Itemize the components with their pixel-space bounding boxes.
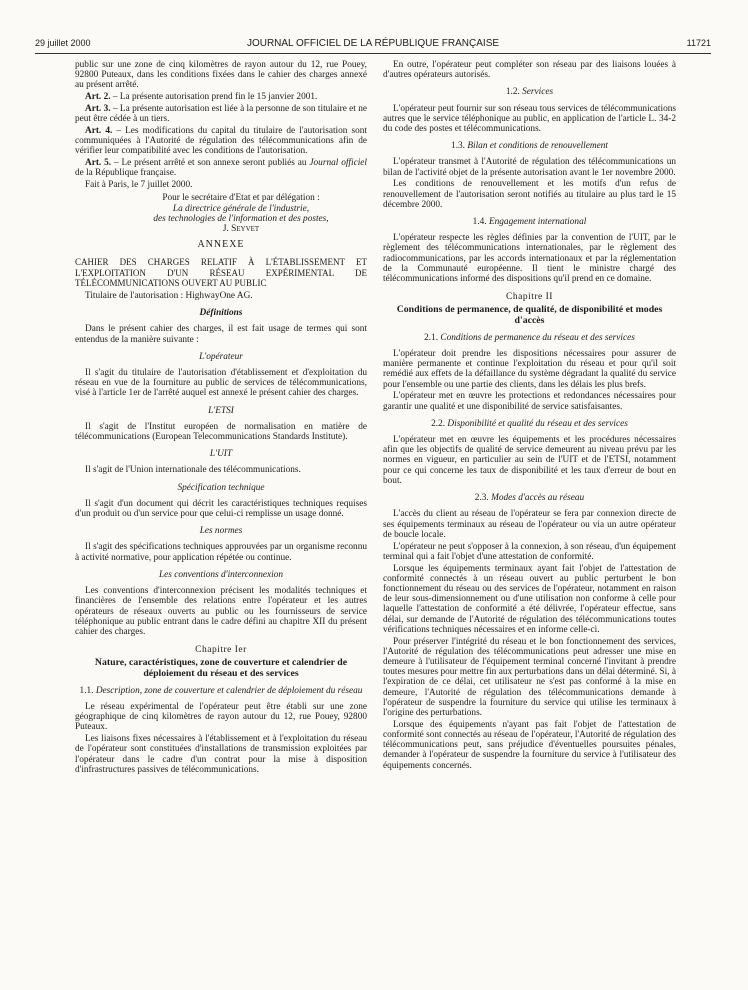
section-title: Engagement international bbox=[488, 217, 587, 228]
paragraph: L'accès du client au réseau de l'opérateur se fera par connexion directe de ses équipements terminaux au réseau de l'opérateur ou via un autre opérateur de boucle locale. bbox=[383, 509, 676, 540]
right-column bbox=[383, 60, 676, 772]
paragraph: L'opérateur transmet à l'Autorité de régulation des télécommunications un bilan de l'activité objet de la présente autorisation avant le 1er novembre 2000. bbox=[383, 157, 676, 178]
section-number: 1.3. bbox=[451, 141, 465, 152]
article-5 bbox=[75, 158, 367, 178]
section-title: Modes d'accès au réseau bbox=[491, 493, 585, 504]
chapter-heading: Chapitre Ier bbox=[195, 645, 247, 656]
paragraph: Le réseau expérimental de l'opérateur peut être établi sur une zone géographique de cinq kilomètres de rayon autour du 12, rue Pouey, 92800 Puteaux. bbox=[75, 701, 367, 733]
article-label: Art. 3. bbox=[85, 104, 111, 114]
article-text: – La présente autorisation est liée à la personne de son titulaire et ne peut être cédée à un tiers. bbox=[75, 104, 368, 125]
paragraph: Il s'agit des spécifications techniques approuvées par un organisme reconnu à activité normative, pour application répétée ou continue. bbox=[75, 542, 367, 563]
article-text: – Le présent arrêté et son annexe seront publiés au bbox=[111, 158, 310, 169]
article-text: – Les modifications du capital du titulaire de l'autorisation sont communiquées à l'Autorité de régulation des télécommunications afin de vérifier leur compatibilité avec les conditions de l'autorisation. bbox=[75, 126, 367, 157]
paragraph: Il s'agit de l'Union internationale des télécommunications. bbox=[85, 465, 301, 476]
section-heading bbox=[383, 141, 676, 151]
left-column bbox=[75, 60, 367, 777]
paragraph: Il s'agit de l'Institut européen de normalisation en matière de télécommunications (European Telecommunications Standards Institute). bbox=[75, 421, 367, 443]
chapter-title: Conditions de permanence, de qualité, de disponibilité et modes d'accès bbox=[396, 304, 663, 326]
section-title: Bilan et conditions de renouvellement bbox=[467, 141, 608, 152]
paragraph: L'opérateur met en œuvre les équipements et les procédures nécessaires afin que les objectifs de qualité de service demeurent au niveau prévu par les normes en vigueur, en particulier au sein de l'UIT et de l'ETSI, notamment pour ce qui concerne les taux de disponibilité et les taux d'erreur de bout en bout. bbox=[383, 435, 676, 486]
section-title: Disponibilité et qualité du réseau et des services bbox=[447, 418, 628, 429]
paragraph: Il s'agit d'un document qui décrit les caractéristiques techniques requises d'un produit ou d'un service pour que celui-ci remplisse un usage donné. bbox=[75, 498, 367, 520]
article-label: Art. 5. bbox=[85, 158, 112, 169]
header-date: 29 juillet 2000 bbox=[35, 38, 91, 48]
paragraph: Dans le présent cahier des charges, il est fait usage de termes qui sont entendus de la manière suivante : bbox=[75, 324, 367, 345]
paragraph: Les liaisons fixes nécessaires à l'établissement et à l'exploitation du réseau de l'opérateur sont constituées d'installations de transmission exploitées par l'opérateur dans le cadre d'un contrat pour la mise à disposition d'infrastructures passives de télécommunications. bbox=[75, 734, 367, 775]
article-4 bbox=[75, 126, 367, 157]
definition-heading: L'UIT bbox=[209, 449, 233, 460]
article-text: de la République française. bbox=[75, 168, 177, 179]
paragraph: L'opérateur met en œuvre les protections et redondances nécessaires pour garantir une qualité et une disponibilité de service satisfaisantes. bbox=[383, 391, 676, 412]
cahier-title: CAHIER DES CHARGES RELATIF À L'ÉTABLISSEMENT ET L'EXPLOITATION D'UN RÉSEAU EXPÉRIMENTAL DE TÉLÉCOMMUNICATIONS OUVERT AU PUBLIC bbox=[75, 257, 367, 288]
section-title: Services bbox=[522, 87, 554, 98]
section-heading bbox=[75, 686, 367, 696]
paragraph: L'opérateur peut fournir sur son réseau tous services de télécommunications autres que le service téléphonique au public, en application de l'article L. 34-2 du code des postes et télécommunications. bbox=[383, 103, 676, 135]
signature-title: La directrice générale de l'industrie, bbox=[172, 203, 310, 214]
definition-heading: Les conventions d'interconnexion bbox=[158, 569, 284, 580]
paragraph: Il s'agit du titulaire de l'autorisation d'établissement et d'exploitation du réseau en vue de la fourniture au public de services de télécommunications, visé à l'article 1er de l'arrêté auquel est annexé le présent cahier des charges. bbox=[75, 368, 367, 399]
annexe-heading: ANNEXE bbox=[197, 239, 245, 251]
section-heading bbox=[383, 87, 676, 97]
article-3 bbox=[75, 104, 367, 124]
section-heading bbox=[383, 333, 676, 343]
section-number: 2.2. bbox=[431, 418, 446, 429]
journal-title: JOURNAL OFFICIEL DE LA RÉPUBLIQUE FRANÇAISE bbox=[246, 38, 500, 49]
definitions-heading: Définitions bbox=[199, 308, 243, 319]
definition-heading: L'opérateur bbox=[199, 351, 243, 362]
definition-heading: Les normes bbox=[199, 526, 243, 537]
page-number: 11721 bbox=[686, 38, 711, 48]
paragraph: Les conditions de renouvellement et les motifs d'un refus de renouvellement de l'autorisation seront notifiés au titulaire au plus tard le 15 décembre 2000. bbox=[383, 179, 676, 210]
definition-heading: L'ETSI bbox=[208, 405, 234, 416]
signature-line: Pour le secrétaire d'Etat et par délégation : bbox=[162, 193, 320, 204]
paragraph: En outre, l'opérateur peut compléter son réseau par des liaisons louées à d'autres opérateurs autorisés. bbox=[383, 60, 676, 81]
section-number: 1.4. bbox=[472, 217, 487, 228]
section-number: 1.1. bbox=[79, 685, 94, 696]
section-heading bbox=[383, 419, 676, 429]
signature-title: des technologies de l'information et des postes, bbox=[153, 213, 329, 224]
signature-block bbox=[75, 193, 367, 234]
chapter-heading: Chapitre II bbox=[506, 292, 553, 303]
paragraph: Lorsque les équipements terminaux ayant fait l'objet de l'attestation de conformité connectés à un réseau ouvert au public perturbent le bon fonctionnement du réseau ou des services de l'opérateur, notamment en raison de leur sous-dimensionnement ou d'une utilisation non conforme à celle pour laquelle l'attestation de conformité a été délivrée, l'opérateur effectue, sans délai, sur demande de l'Autorité de régulation des télécommunications toutes vérifications techniques nécessaires et en informe celle-ci. bbox=[383, 563, 676, 635]
article-2 bbox=[75, 92, 367, 102]
definition-heading: Spécification technique bbox=[177, 482, 265, 493]
section-number: 2.3. bbox=[474, 493, 489, 504]
article-label: Art. 4. bbox=[85, 126, 113, 136]
section-number: 2.1. bbox=[424, 332, 439, 343]
section-number: 1.2. bbox=[505, 87, 520, 98]
fait-a-paris: Fait à Paris, le 7 juillet 2000. bbox=[85, 180, 193, 191]
paragraph: Lorsque des équipements n'ayant pas fait l'objet de l'attestation de conformité sont connectés au réseau de l'opérateur, l'Autorité de régulation des télécommunications peut, sans préjudice d'éventuelles poursuites pénales, demander à l'opérateur de suspendre la fourniture du service à l'utilisateur des équipements concernés. bbox=[383, 719, 676, 771]
paragraph: L'opérateur doit prendre les dispositions nécessaires pour assurer de manière permanente et continue l'exploitation du réseau et pour qu'il soit remédié aux effets de la défaillance du système dégradant la qualité du service pour l'ensemble ou une partie des clients, dans les délais les plus brefs. bbox=[383, 349, 676, 390]
paragraph: Pour préserver l'intégrité du réseau et le bon fonctionnement des services, l'Autorité de régulation des télécommunications peut adresser une mise en demeure à l'utilisateur de l'équipement terminal concerné l'invitant à prendre toutes mesures pour mettre fin aux perturbations dans un délai déterminé. Si, à l'expiration de ce délai, cet utilisateur ne s'est pas conformé à la mise en demeure, l'Autorité de régulation des télécommunications demande à l'opérateur de suspendre la fourniture du service qui utilise les terminaux à l'origine des perturbations. bbox=[383, 636, 676, 718]
section-heading bbox=[383, 493, 676, 503]
paragraph: Les conventions d'interconnexion précisent les modalités techniques et financières de l'ensemble des relations entre l'opérateur et les autres opérateurs de réseaux ouverts au public ou les fournisseurs de service téléphonique au public entrant dans le cadre défini au chapitre XII du présent cahier des charges. bbox=[75, 586, 367, 637]
section-heading bbox=[383, 217, 676, 227]
section-title: Description, zone de couverture et calendrier de déploiement du réseau bbox=[95, 685, 363, 696]
signatory-name: J. Seyvet bbox=[222, 224, 260, 235]
page-header bbox=[35, 38, 711, 52]
journal-officiel-ref: Journal officiel bbox=[309, 158, 368, 169]
chapter-title: Nature, caractéristiques, zone de couverture et calendrier de déploiement du réseau et des services bbox=[94, 657, 348, 679]
titulaire-line: Titulaire de l'autorisation : HighwayOne AG. bbox=[85, 291, 253, 302]
paragraph: public sur une zone de cinq kilomètres de rayon autour du 12, rue Pouey, 92800 Puteaux, dans les conditions fixées dans le cahier des charges annexé au présent arrêté. bbox=[75, 60, 367, 91]
article-text: – La présente autorisation prend fin le 15 janvier 2001. bbox=[110, 92, 318, 103]
section-title: Conditions de permanence du réseau et des services bbox=[440, 332, 635, 343]
paragraph: L'opérateur respecte les règles définies par la convention de l'UIT, par le règlement des télécommunications internationales, par le règlement des radiocommunications, par les accords internationaux et par la réglementation de la Communauté européenne. Il tient le ministre chargé des télécommunications informé des dispositions qu'il prend en ce domaine. bbox=[383, 233, 676, 285]
header-rule bbox=[35, 53, 711, 54]
article-label: Art. 2. bbox=[85, 92, 111, 103]
paragraph: L'opérateur ne peut s'opposer à la connexion, à son réseau, d'un équipement terminal qui a fait l'objet d'une attestation de conformité. bbox=[383, 541, 676, 562]
